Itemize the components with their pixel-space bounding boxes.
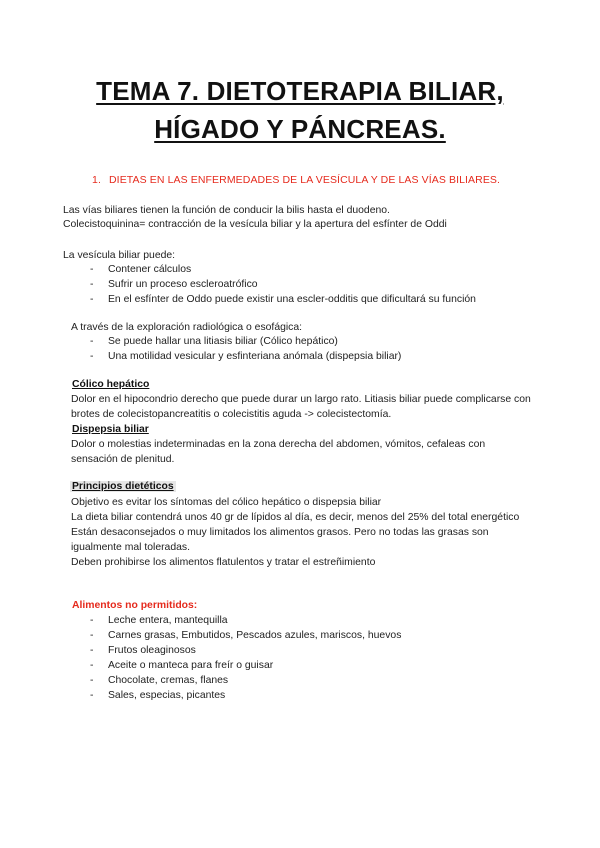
- intro-line-2: Colecistoquinina= contracción de la vesícula biliar y la apertura del esfínter de Oddi: [63, 219, 447, 230]
- dispepsia-text: Dolor o molestias indeterminadas en la zona derecha del abdomen, vómitos, cefaleas con sensación de plenitud.: [71, 439, 486, 465]
- no-permitidos-list: [90, 613, 401, 703]
- principios-p4: Deben prohibirse los alimentos flatulentos y tratar el estreñimiento: [71, 557, 376, 568]
- dispepsia-heading: Dispepsia biliar: [72, 424, 149, 435]
- principios-p1: Objetivo es evitar los síntomas del cólico hepático o dispepsia biliar: [71, 497, 382, 508]
- exploracion-lead: A través de la exploración radiológica o esofágica:: [71, 322, 303, 333]
- vesicula-lead: La vesícula biliar puede:: [63, 250, 176, 261]
- principios-p2: La dieta biliar contendrá unos 40 gr de lípidos al día, es decir, menos del 25% del total energético: [71, 512, 520, 523]
- principios-heading: Principios dietéticos: [72, 481, 174, 492]
- principios-p3: Están desaconsejados o muy limitados los alimentos grasos. Pero no todas las grasas son igualmente mal toleradas.: [71, 527, 489, 553]
- list-item: - Se puede hallar una litiasis biliar (Cólico hepático): [90, 334, 401, 349]
- list-item: - Frutos oleaginosos: [90, 643, 401, 658]
- list-item: - Carnes grasas, Embutidos, Pescados azules, mariscos, huevos: [90, 628, 401, 643]
- list-item: - Sufrir un proceso escleroatrófico: [90, 277, 476, 292]
- principios-body: [71, 495, 531, 570]
- list-item: - Leche entera, mantequilla: [90, 613, 401, 628]
- list-item: - Contener cálculos: [90, 262, 476, 277]
- exploracion-list: [90, 334, 401, 364]
- section-number: 1.: [92, 174, 101, 186]
- list-item: - Sales, especias, picantes: [90, 688, 401, 703]
- list-item: - Aceite o manteca para freír o guisar: [90, 658, 401, 673]
- list-item: - En el esfínter de Oddo puede existir una escler-odditis que dificultará su función: [90, 292, 476, 307]
- no-permitidos-heading: Alimentos no permitidos:: [72, 600, 198, 611]
- document-title-line-2: HÍGADO Y PÁNCREAS.: [154, 114, 446, 144]
- section-heading: [92, 174, 500, 186]
- list-item: - Chocolate, cremas, flanes: [90, 673, 401, 688]
- intro-line-1: Las vías biliares tienen la función de conducir la bilis hasta el duodeno.: [63, 205, 390, 216]
- colico-text: Dolor en el hipocondrio derecho que puede durar un largo rato. Litiasis biliar puede complicarse con brotes de colecistopancreatitis o colecistitis aguda -> colecistectomía.: [71, 394, 531, 420]
- colico-heading: Cólico hepático: [72, 379, 150, 390]
- document-title-line-1: TEMA 7. DIETOTERAPIA BILIAR,: [96, 76, 504, 106]
- vesicula-list: [90, 262, 476, 307]
- section-heading-text: DIETAS EN LAS ENFERMEDADES DE LA VESÍCULA Y DE LAS VÍAS BILIARES.: [109, 174, 501, 186]
- list-item: - Una motilidad vesicular y esfinteriana anómala (dispepsia biliar): [90, 349, 401, 364]
